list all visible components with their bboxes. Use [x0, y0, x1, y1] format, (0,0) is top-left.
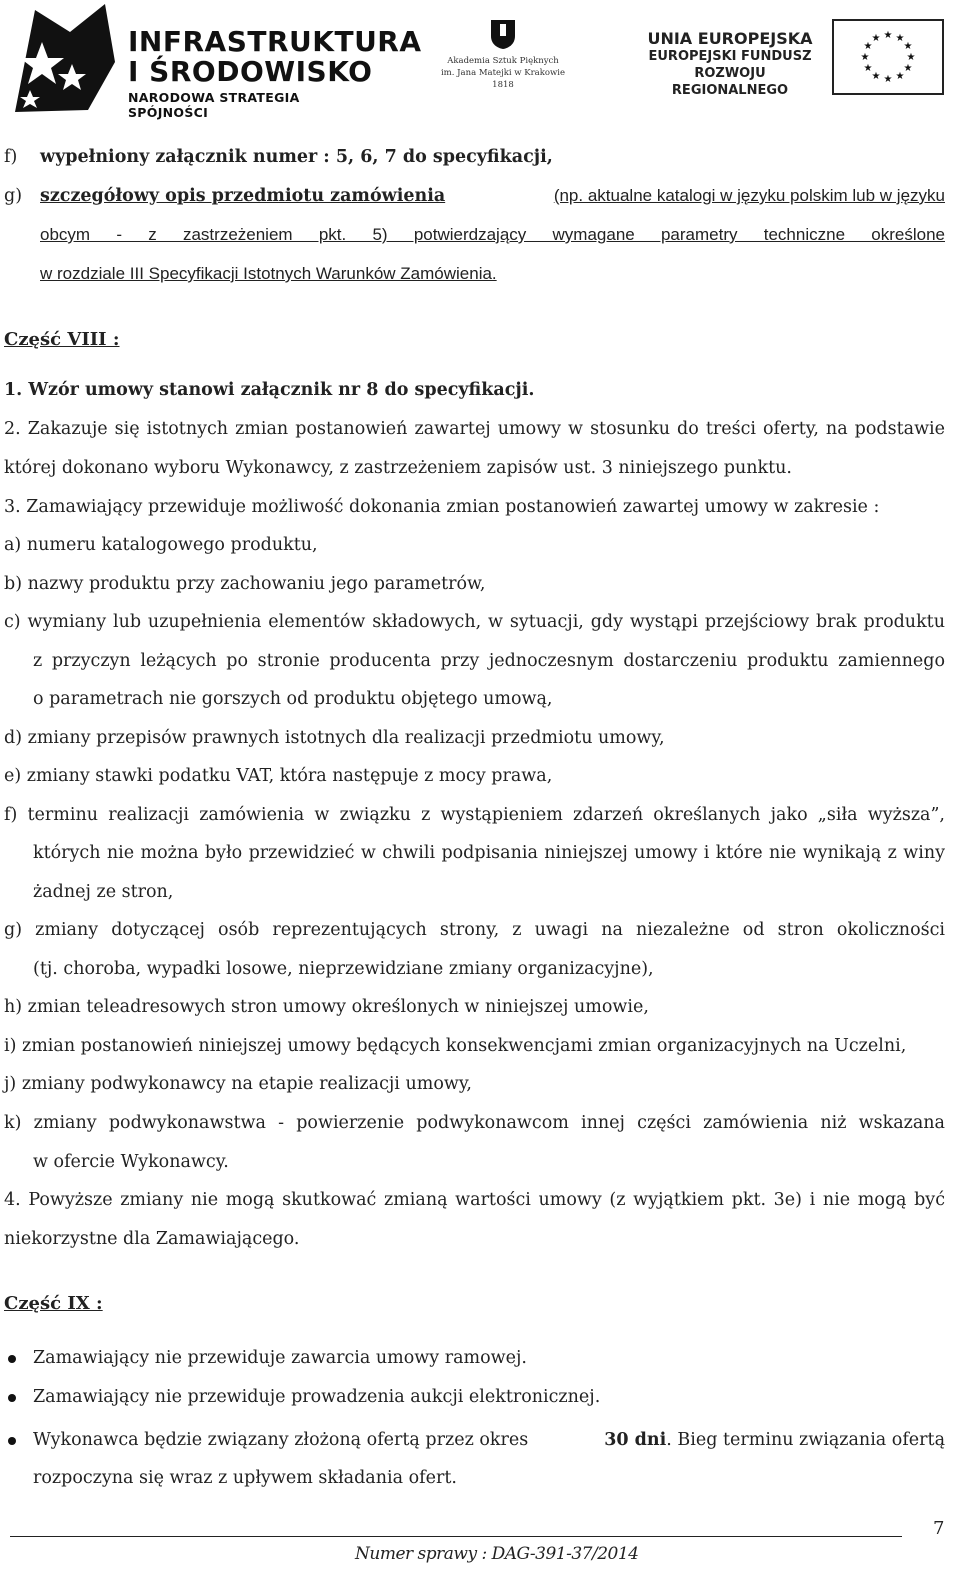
- part9-bullet3-line2: rozpoczyna się wraz z upływem składania ofert.: [33, 1468, 457, 1488]
- bullet-icon: [8, 1437, 16, 1445]
- part9-bullet3-days: 30 dni: [604, 1430, 667, 1450]
- svg-text:★: ★: [906, 52, 916, 63]
- part9-bullet3-line1: [33, 1430, 945, 1450]
- logo1-line2: I ŚRODOWISKO: [128, 55, 373, 88]
- svg-text:★: ★: [883, 74, 893, 85]
- item-c-line3: o parametrach nie gorszych od produktu objętego umową,: [33, 689, 553, 709]
- svg-text:★: ★: [895, 71, 905, 82]
- part9-bullet3-pre: Wykonawca będzie związany złożoną ofertą przez okres: [33, 1430, 529, 1450]
- svg-text:★: ★: [860, 52, 870, 63]
- item-g-bold: szczegółowy opis przedmiotu zamówienia: [40, 186, 446, 206]
- eu-line1: UNIA EUROPEJSKA: [647, 29, 813, 48]
- svg-text:★: ★: [871, 71, 881, 82]
- svg-text:★: ★: [895, 33, 905, 44]
- svg-text:★: ★: [871, 33, 881, 44]
- footer-rule: [10, 1536, 902, 1537]
- part8-p4-line2: niekorzystne dla Zamawiającego.: [4, 1229, 300, 1249]
- bullet-icon: [8, 1355, 16, 1363]
- svg-text:★: ★: [903, 63, 913, 74]
- item-g2-line1: g) zmiany dotyczącej osób reprezentujących strony, z uwagi na niezależne od stron okoliczności: [4, 920, 945, 940]
- eu-stars-icon: [834, 21, 942, 93]
- svg-text:★: ★: [863, 41, 873, 52]
- eu-line3: ROZWOJU REGIONALNEGO: [671, 66, 789, 98]
- item-g2-line2: (tj. choroba, wypadki losowe, nieprzewidziane zmiany organizacyjne),: [33, 959, 654, 979]
- part8-heading: Część VIII :: [4, 329, 120, 350]
- item-i: i) zmian postanowień niniejszej umowy będących konsekwencjami zmian organizacyjnych na Uczelni,: [4, 1036, 907, 1056]
- svg-text:★: ★: [863, 63, 873, 74]
- case-number: Numer sprawy : DAG-391-37/2014: [355, 1544, 639, 1564]
- part9-bullet2: Zamawiający nie przewiduje prowadzenia aukcji elektronicznej.: [33, 1387, 601, 1407]
- page-number: 7: [933, 1518, 945, 1539]
- item-c-line1: c) wymiany lub uzupełnienia elementów składowych, w sytuacji, gdy wystąpi przejściowy brak produktu: [4, 612, 945, 632]
- item-f2-line2: których nie można było przewidzieć w chwili podpisania niniejszej umowy i które nie wynikają z winy: [33, 843, 945, 863]
- part8-p1: 1. Wzór umowy stanowi załącznik nr 8 do specyfikacji.: [4, 380, 535, 400]
- item-k-line2: w ofercie Wykonawcy.: [33, 1152, 229, 1172]
- item-b: b) nazwy produktu przy zachowaniu jego parametrów,: [4, 574, 486, 594]
- item-j: j) zmiany podwykonawcy na etapie realizacji umowy,: [4, 1074, 472, 1094]
- item-g-letter: g): [4, 186, 23, 206]
- item-k-line1: k) zmiany podwykonawstwa - powierzenie podwykonawcom innej części zamówienia niż wskazana: [4, 1113, 945, 1133]
- logo1-line3: NARODOWA STRATEGIA SPÓJNOŚCI: [128, 90, 300, 120]
- item-e: e) zmiany stawki podatku VAT, która następuje z mocy prawa,: [4, 766, 553, 786]
- infrastruktura-logo: [10, 2, 422, 120]
- eu-text-logo: [635, 30, 825, 99]
- part9-heading: Część IX :: [4, 1293, 103, 1314]
- asp-name-line2: im. Jana Matejki w Krakowie: [440, 68, 566, 78]
- part8-p2-line1: 2. Zakazuje się istotnych zmian postanowień zawartej umowy w stosunku do treści oferty, na podstawie: [4, 419, 945, 439]
- part8-p3: 3. Zamawiający przewiduje możliwość dokonania zmian postanowień zawartej umowy w zakresie :: [4, 497, 880, 517]
- item-f2-line3: żadnej ze stron,: [33, 882, 174, 902]
- infrastruktura-emblem-icon: [10, 2, 120, 114]
- part9-bullet1: Zamawiający nie przewiduje zawarcia umowy ramowej.: [33, 1348, 527, 1368]
- item-h: h) zmian teleadresowych stron umowy określonych w niniejszej umowie,: [4, 997, 649, 1017]
- item-g-line2: obcym - z zastrzeżeniem pkt. 5) potwierdzający wymagane parametry techniczne określone: [40, 225, 945, 244]
- eu-line2: EUROPEJSKI FUNDUSZ: [648, 49, 812, 64]
- bullet-icon: [8, 1394, 16, 1402]
- item-f-text: wypełniony załącznik numer : 5, 6, 7 do specyfikacji,: [40, 147, 553, 167]
- part8-p2-line2: której dokonano wyboru Wykonawcy, z zastrzeżeniem zapisów ust. 3 niniejszego punktu.: [4, 458, 792, 478]
- part9-bullet3-post: . Bieg terminu związania ofertą: [666, 1430, 945, 1450]
- item-g-line1: [40, 186, 945, 206]
- item-d: d) zmiany przepisów prawnych istotnych dla realizacji przedmiotu umowy,: [4, 728, 665, 748]
- eu-flag: [832, 19, 944, 95]
- asp-crest-icon: [489, 18, 517, 50]
- item-f-letter: f): [4, 147, 18, 167]
- item-c-line2: z przyczyn leżących po stronie producenta przy jednoczesnym dostarczeniu produktu zamiennego: [33, 651, 945, 671]
- svg-text:★: ★: [903, 41, 913, 52]
- item-f2-line1: f) terminu realizacji zamówienia w związku z wystąpieniem zdarzeń określanych jako „siła wyższa”,: [4, 805, 945, 825]
- asp-logo: [438, 18, 568, 108]
- svg-text:★: ★: [883, 30, 893, 41]
- asp-year: 1818: [492, 80, 514, 90]
- logo1-line1: INFRASTRUKTURA: [128, 25, 422, 58]
- asp-name-line1: Akademia Sztuk Pięknych: [447, 56, 559, 66]
- item-g-line3: w rozdziale III Specyfikacji Istotnych Warunków Zamówienia.: [40, 264, 497, 283]
- item-a: a) numeru katalogowego produktu,: [4, 535, 318, 555]
- page-header: [0, 0, 960, 120]
- item-g-line1-rest: (np. aktualne katalogi w języku polskim lub w języku: [553, 186, 945, 205]
- part8-p4-line1: 4. Powyższe zmiany nie mogą skutkować zmianą wartości umowy (z wyjątkiem pkt. 3e) i nie mogą być: [4, 1190, 945, 1210]
